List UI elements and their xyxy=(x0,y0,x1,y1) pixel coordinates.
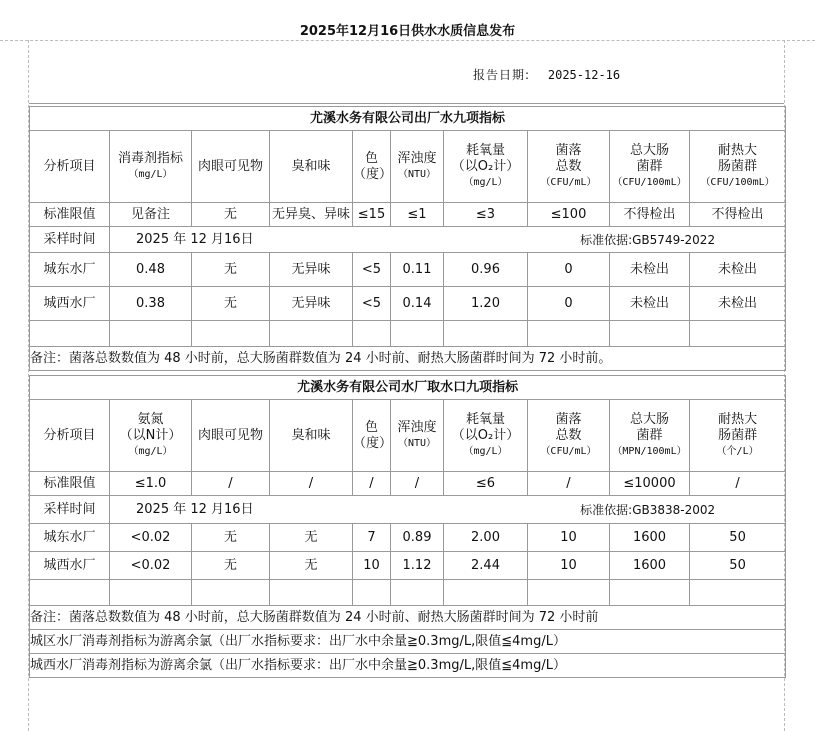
sample-date: 2025 年 12 月16日 xyxy=(136,501,254,517)
cell: 无 xyxy=(192,524,270,552)
limit-cell: / xyxy=(270,472,353,496)
cell: 0.11 xyxy=(391,253,444,287)
limit-cell: ≤100 xyxy=(528,203,610,227)
section2-note: 备注：菌落总数数值为 48 小时前，总大肠菌群数值为 24 小时前、耐热大肠菌群时间为 72 小时前 xyxy=(30,606,786,630)
cell: 未检出 xyxy=(610,287,690,321)
intake-water-table xyxy=(29,375,786,678)
cell: 1600 xyxy=(610,524,690,552)
limit-cell: ≤1 xyxy=(391,203,444,227)
header-cell: 耗氧量 （以O₂计） （mg/L） xyxy=(444,400,528,472)
cell: 7 xyxy=(353,524,391,552)
cell: 无 xyxy=(192,552,270,580)
section1-note-row xyxy=(30,347,786,371)
footer-line-row xyxy=(30,630,786,654)
sample-info xyxy=(110,496,786,524)
limit-cell: / xyxy=(690,472,786,496)
cell: 1.12 xyxy=(391,552,444,580)
header-cell: 分析项目 xyxy=(30,400,110,472)
cell: 城东水厂 xyxy=(30,524,110,552)
table-row xyxy=(30,552,786,580)
divider xyxy=(29,103,784,104)
cell: 0 xyxy=(528,287,610,321)
section1-sample-row xyxy=(30,227,786,253)
sample-info xyxy=(110,227,786,253)
cell: 0 xyxy=(528,253,610,287)
limit-cell: 不得检出 xyxy=(690,203,786,227)
cell: 0.38 xyxy=(110,287,192,321)
cell: 10 xyxy=(528,524,610,552)
page-title: 2025年12月16日供水水质信息发布 xyxy=(299,24,516,39)
cell: 未检出 xyxy=(690,253,786,287)
header-cell: 菌落 总数 （CFU/mL） xyxy=(528,400,610,472)
section1-header-row xyxy=(30,131,786,203)
header-cell: 耐热大 肠菌群 （CFU/100mL） xyxy=(690,131,786,203)
header-cell: 分析项目 xyxy=(30,131,110,203)
header-cell: 总大肠 菌群 （MPN/100mL） xyxy=(610,400,690,472)
report-date-label: 报告日期: xyxy=(473,68,531,82)
sample-label: 采样时间 xyxy=(30,227,110,253)
outlet-water-table xyxy=(29,106,786,371)
cell: 无 xyxy=(270,552,353,580)
cell: 2.44 xyxy=(444,552,528,580)
cell: 未检出 xyxy=(690,287,786,321)
limit-cell: 标准限值 xyxy=(30,203,110,227)
cell: 无 xyxy=(192,287,270,321)
section2-limits-row xyxy=(30,472,786,496)
section2-sample-row xyxy=(30,496,786,524)
footer-line-row xyxy=(30,654,786,678)
limit-cell: ≤6 xyxy=(444,472,528,496)
report-date xyxy=(473,66,620,83)
section2-title: 尤溪水务有限公司水厂取水口九项指标 xyxy=(30,376,786,400)
header-cell: 菌落 总数 （CFU/mL） xyxy=(528,131,610,203)
header-cell: 耐热大 肠菌群 （个/L） xyxy=(690,400,786,472)
standard-basis: 标准依据:GB3838-2002 xyxy=(580,502,716,517)
header-cell: 浑浊度 （NTU） xyxy=(391,131,444,203)
section1-limits-row xyxy=(30,203,786,227)
cell: 城东水厂 xyxy=(30,253,110,287)
footer-line-1: 城区水厂消毒剂指标为游离余氯（出厂水指标要求：出厂水中余量≧0.3mg/L,限值≦4mg/L） xyxy=(30,630,786,654)
limit-cell: / xyxy=(391,472,444,496)
section1-note: 备注：菌落总数数值为 48 小时前，总大肠菌群数值为 24 小时前、耐热大肠菌群时间为 72 小时前。 xyxy=(30,347,786,371)
report-date-value: 2025-12-16 xyxy=(547,68,621,82)
cell: 无 xyxy=(192,253,270,287)
cell: 1600 xyxy=(610,552,690,580)
cell: 0.89 xyxy=(391,524,444,552)
cell: 50 xyxy=(690,552,786,580)
header-cell: 总大肠 菌群 （CFU/100mL） xyxy=(610,131,690,203)
cell: 0.14 xyxy=(391,287,444,321)
limit-cell: 见备注 xyxy=(110,203,192,227)
empty-row xyxy=(30,321,786,347)
limit-cell: ≤10000 xyxy=(610,472,690,496)
cell: <5 xyxy=(353,287,391,321)
limit-cell: 不得检出 xyxy=(610,203,690,227)
limit-cell: / xyxy=(192,472,270,496)
section1-title: 尤溪水务有限公司出厂水九项指标 xyxy=(30,107,786,131)
limit-cell: ≤1.0 xyxy=(110,472,192,496)
cell: 未检出 xyxy=(610,253,690,287)
cell: <0.02 xyxy=(110,524,192,552)
limit-cell: / xyxy=(528,472,610,496)
limit-cell: 标准限值 xyxy=(30,472,110,496)
cell: 10 xyxy=(528,552,610,580)
footer-line-2: 城西水厂消毒剂指标为游离余氯（出厂水指标要求：出厂水中余量≧0.3mg/L,限值≦4mg/L） xyxy=(30,654,786,678)
cell: 50 xyxy=(690,524,786,552)
header-cell: 肉眼可见物 xyxy=(192,131,270,203)
header-cell: 色 （度） xyxy=(353,400,391,472)
section2-header-row xyxy=(30,400,786,472)
header-cell: 色 （度） xyxy=(353,131,391,203)
cell: 1.20 xyxy=(444,287,528,321)
header-cell: 消毒剂指标 （mg/L） xyxy=(110,131,192,203)
cell: 10 xyxy=(353,552,391,580)
limit-cell: ≤3 xyxy=(444,203,528,227)
cell: 无异味 xyxy=(270,287,353,321)
header-cell: 浑浊度 （NTU） xyxy=(391,400,444,472)
empty-row xyxy=(30,580,786,606)
table-row xyxy=(30,253,786,287)
header-cell: 氨氮 （以N计） （mg/L） xyxy=(110,400,192,472)
cell: 城西水厂 xyxy=(30,287,110,321)
limit-cell: / xyxy=(353,472,391,496)
cell: 2.00 xyxy=(444,524,528,552)
table-row xyxy=(30,524,786,552)
section2-note-row xyxy=(30,606,786,630)
sample-label: 采样时间 xyxy=(30,496,110,524)
header-cell: 耗氧量 （以O₂计） （mg/L） xyxy=(444,131,528,203)
cell: 城西水厂 xyxy=(30,552,110,580)
header-cell: 臭和味 xyxy=(270,400,353,472)
page-top-border xyxy=(0,40,815,41)
limit-cell: ≤15 xyxy=(353,203,391,227)
cell: <0.02 xyxy=(110,552,192,580)
cell: 无异味 xyxy=(270,253,353,287)
standard-basis: 标准依据:GB5749-2022 xyxy=(580,232,716,247)
header-cell: 臭和味 xyxy=(270,131,353,203)
sample-date: 2025 年 12 月16日 xyxy=(136,231,254,247)
table-row xyxy=(30,287,786,321)
limit-cell: 无异臭、异味 xyxy=(270,203,353,227)
limit-cell: 无 xyxy=(192,203,270,227)
cell: 0.48 xyxy=(110,253,192,287)
cell: 0.96 xyxy=(444,253,528,287)
header-cell: 肉眼可见物 xyxy=(192,400,270,472)
cell: <5 xyxy=(353,253,391,287)
cell: 无 xyxy=(270,524,353,552)
